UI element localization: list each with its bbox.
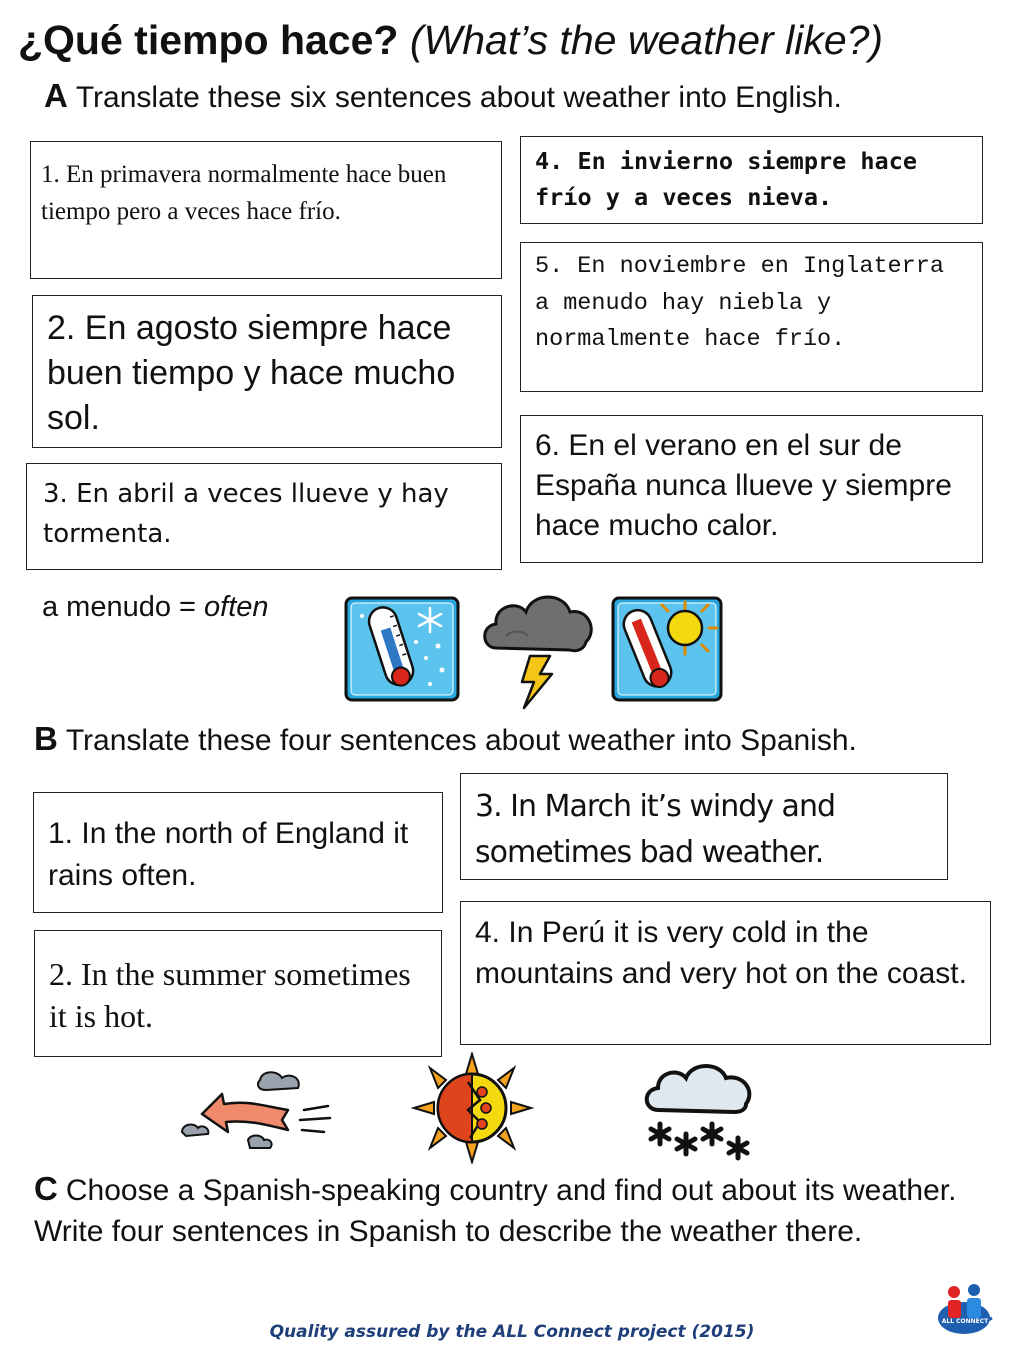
snow-cloud-icon — [636, 1058, 761, 1166]
sentence-a1 — [30, 141, 502, 279]
sentence-a3 — [26, 463, 502, 570]
section-c-text: Choose a Spanish-speaking country and find out about its weather. Write four sentences in Spanish to describe the weather there. — [34, 1174, 957, 1248]
section-a-text: Translate these six sentences about weather into English. — [75, 81, 842, 114]
sentence-b3-text: 3. In March it’s windy and sometimes bad weather. — [475, 789, 836, 870]
sentence-a2-text: 2. En agosto siempre hace buen tiempo y hace mucho sol. — [47, 309, 456, 437]
footer-credit: Quality assured by the ALL Connect project (2015) — [269, 1322, 755, 1342]
sentence-a5 — [520, 242, 983, 392]
sentence-b3 — [460, 773, 948, 880]
sentence-b4-text: 4. In Perú it is very cold in the mountains and very hot on the coast. — [475, 916, 967, 990]
page-title — [18, 14, 883, 66]
vocab-meaning: often — [204, 591, 269, 623]
sentence-a4 — [520, 136, 983, 224]
title-spanish: ¿Qué tiempo hace? — [18, 17, 399, 63]
section-a-letter: A — [44, 77, 68, 114]
hot-thermometer-icon — [609, 594, 725, 704]
sentence-b1-text: 1. In the north of England it rains often. — [48, 817, 409, 892]
section-a-instruction — [44, 76, 842, 118]
section-b-letter: B — [34, 720, 58, 757]
sentence-a5-text: 5. En noviembre en Inglaterra a menudo hay niebla y normalmente hace frío. — [535, 253, 944, 353]
sentence-a4-text: 4. En invierno siempre hace frío y a veces nieva. — [535, 147, 918, 211]
storm-cloud-icon — [478, 586, 598, 711]
sentence-a6-text: 6. En el verano en el sur de España nunca llueve y siempre hace mucho calor. — [535, 429, 952, 542]
wind-icon — [178, 1066, 338, 1156]
section-b-instruction — [34, 719, 857, 761]
sentence-b1 — [33, 792, 443, 913]
sentence-a2 — [32, 295, 502, 448]
sentence-b2 — [34, 930, 442, 1057]
vocab-term: a menudo = — [42, 591, 205, 623]
sentence-b4 — [460, 901, 991, 1045]
logo-text: ALL CONNECT — [941, 1318, 989, 1325]
section-c-instruction — [34, 1168, 974, 1252]
section-b-text: Translate these four sentences about weather into Spanish. — [65, 724, 857, 757]
vocab-note — [42, 588, 269, 626]
cold-thermometer-icon — [342, 594, 462, 704]
title-english: (What’s the weather like?) — [409, 17, 884, 63]
sentence-b2-text: 2. In the summer sometimes it is hot. — [49, 956, 411, 1034]
sun-icon — [410, 1052, 535, 1164]
sentence-a1-text: 1. En primavera normalmente hace buen tiempo pero a veces hace frío. — [41, 161, 447, 225]
sentence-a3-text: 3. En abril a veces llueve y hay tormenta. — [43, 479, 449, 549]
sentence-a6 — [520, 415, 983, 563]
section-c-letter: C — [34, 1170, 58, 1207]
